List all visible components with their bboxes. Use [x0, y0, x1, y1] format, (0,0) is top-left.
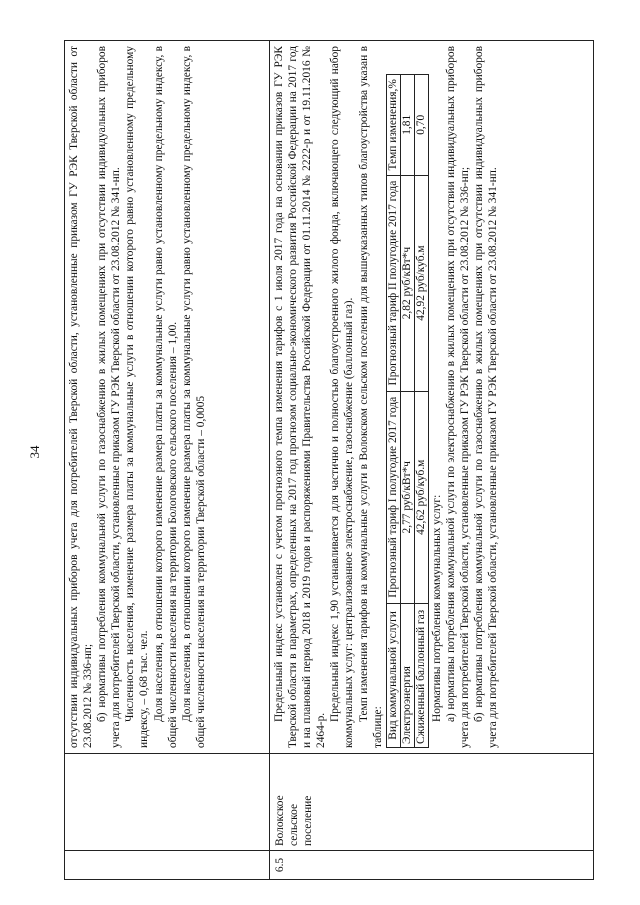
paragraph: отсутствии индивидуальных приборов учета для потребителей Тверской области, установленные приказом ГУ РЭК Тверской области от 23.08.2012 № 336-нп; — [68, 46, 95, 748]
paragraph: б) нормативы потребления коммунальной услуги по газоснабжению в жилых помещениях при отсутствии индивидуальных приборов учета для потребителей Тверской области, установленные приказом ГУ РЭК Тверской области от 23.08.2012 № 341-нп. — [96, 46, 123, 748]
rotated-content — [64, 40, 594, 880]
page-number: 34 — [27, 445, 42, 459]
tariff-row — [414, 75, 428, 748]
table-row — [270, 41, 594, 880]
settlement-cell — [65, 754, 270, 851]
column-header: Прогнозный тариф II полугодие 2017 года — [386, 175, 400, 391]
change-rate: 1,81 — [400, 75, 414, 175]
tariff-h2: 42,92 руб/куб.м — [414, 175, 428, 391]
tariff-row — [400, 75, 414, 748]
tariff-header-row — [386, 75, 400, 748]
service-name: Электроэнергия — [400, 603, 414, 747]
tariff-h1: 2,77 руб/кВт*ч — [400, 391, 414, 603]
table-row — [65, 41, 270, 880]
change-rate: 0,70 — [414, 75, 428, 175]
paragraph: Нормативы потребления коммунальных услуг: — [430, 494, 443, 722]
tariff-h1: 42,62 руб/куб.м — [414, 391, 428, 603]
settlement-cell: Волокское сельское поселение — [270, 754, 594, 851]
paragraph: Темп изменения тарифов на коммунальные услуги в Волокском сельском поселении для вышеуказанных типов благоустройства указан в таблице: — [357, 46, 384, 748]
paragraph: б) нормативы потребления коммунальной услуги по газоснабжению в жилых помещениях при отсутствии индивидуальных приборов учета для потребителей Тверской области, установленные приказом ГУ РЭК Тверской области от 23.08.2012 № 341-нп. — [473, 46, 500, 748]
paragraph: Доля населения, в отношении которого изменение размера платы за коммунальные услуги равно установленному предельному индексу, в общей численности населения на территории Тверской области – 0,0005 — [180, 46, 207, 748]
tariff-table — [386, 74, 429, 748]
column-header: Прогнозный тариф I полугодие 2017 года — [386, 391, 400, 603]
paragraph: Предельный индекс установлен с учетом прогнозного темпа изменения тарифов с 1 июля 2017 года на основании приказов ГУ РЭК Тверской области в параметрах, определенных на 2017 год прогнозом социально-экономического развития Российской Федерации на 2017 год и на плановый период 2018 и 2019 годов и распоряжениями Правительства Российской Федерации от 01.11.2014 № 2222-р и от 19.11.2016 № 2464-р. — [273, 46, 328, 748]
paragraph: а) нормативы потребления коммунальной услуги по электроснабжению в жилых помещениях при отсутствии индивидуальных приборов учета для потребителей Тверской области, установленные приказом ГУ РЭК Тверской области от 23.08.2012 № 336-нп; — [444, 46, 471, 748]
column-header: Темп изменения,% — [386, 75, 400, 175]
main-table — [64, 40, 594, 880]
paragraph: Численность населения, изменение размера платы за коммунальные услуги в отношении которого равно установленному предельному индексу, – 0,68 тыс. чел. — [124, 46, 151, 748]
service-name: Сжиженный баллонный газ — [414, 603, 428, 747]
paragraph: Предельный индекс 1,90 устанавливается для частично и полностью благоустроенного жилого фонда, включающего следующий набор коммунальных услуг: централизованное электроснабжение, газоснабжение (баллонный газ). — [329, 46, 356, 748]
row-number-cell: 6.5 — [270, 851, 594, 880]
content-cell — [270, 41, 594, 754]
tariff-h2: 2,82 руб/кВт*ч — [400, 175, 414, 391]
content-cell — [65, 41, 270, 754]
paragraph: Доля населения, в отношении которого изменение размера платы за коммунальные услуги равно установленному предельному индексу, в общей численности населения на территории Бологовского сельского поселения – 1,00. — [152, 46, 179, 748]
column-header: Вид коммунальной услуги — [386, 603, 400, 747]
row-number-cell — [65, 851, 270, 880]
